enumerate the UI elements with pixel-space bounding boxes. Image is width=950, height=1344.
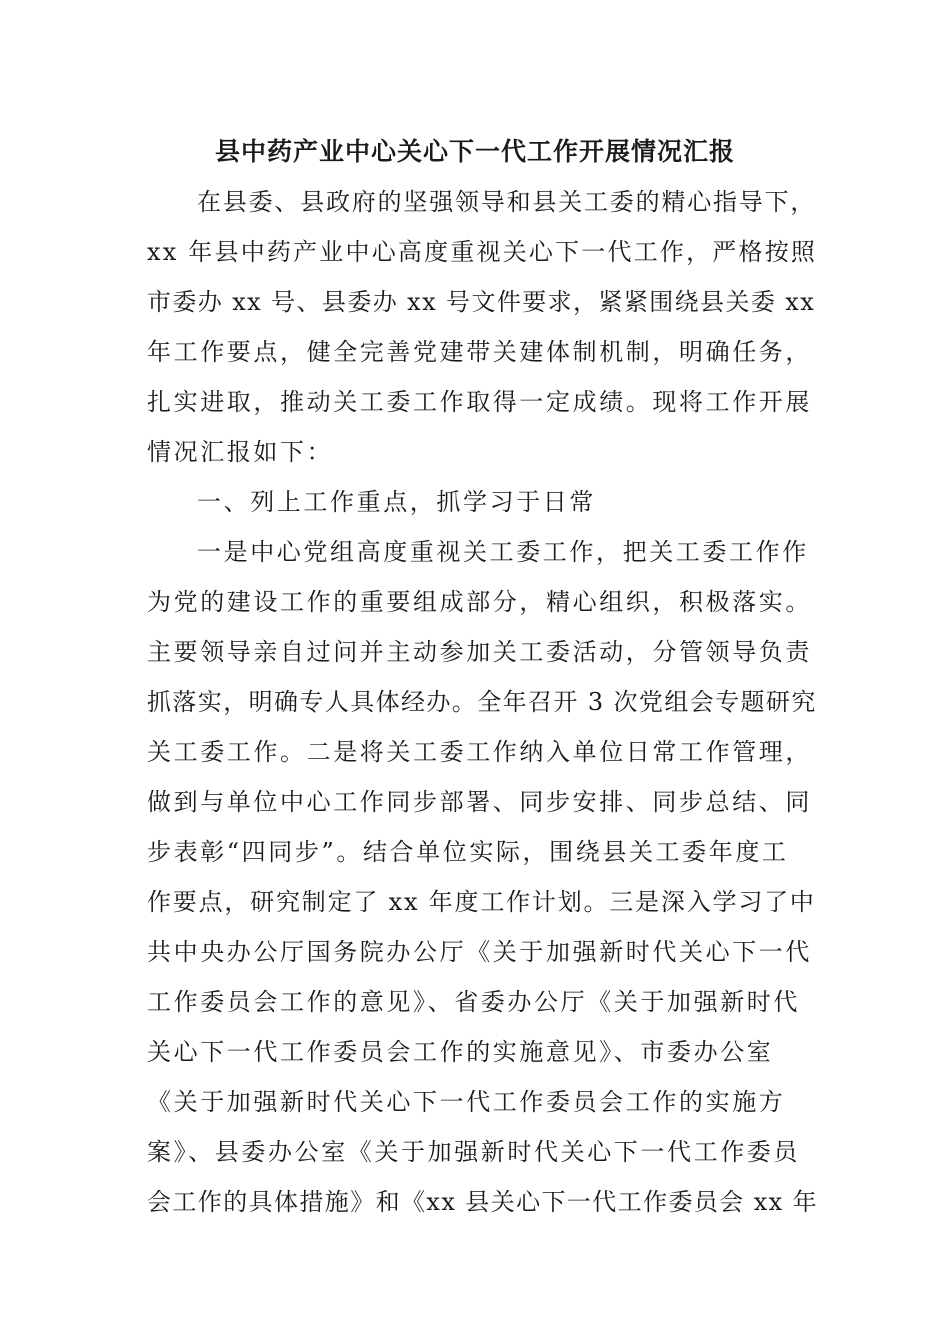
- document-title: 县中药产业中心关心下一代工作开展情况汇报: [214, 137, 735, 166]
- paragraph-line: 做到与单位中心工作同步部署、同步安排、同步总结、同: [147, 788, 812, 816]
- paragraph-line: 抓落实，明确专人具体经办。全年召开 3 次党组会专题研究: [147, 688, 817, 716]
- paragraph-line: 案》、县委办公室《关于加强新时代关心下一代工作委员: [147, 1138, 800, 1166]
- paragraph-line: 共中央办公厅国务院办公厅《关于加强新时代关心下一代: [147, 938, 812, 966]
- paragraph-line: 扎实进取，推动关工委工作取得一定成绩。现将工作开展: [147, 388, 812, 416]
- paragraph-line: 作要点，研究制定了 xx 年度工作计划。三是深入学习了中: [147, 888, 816, 916]
- paragraph-line: 为党的建设工作的重要组成部分，精心组织，积极落实。: [147, 588, 812, 616]
- paragraph-line: 步表彰“四同步”。结合单位实际，围绕县关工委年度工: [147, 838, 789, 866]
- paragraph-line: 《关于加强新时代关心下一代工作委员会工作的实施方: [147, 1088, 786, 1116]
- paragraph-line: 在县委、县政府的坚强领导和县关工委的精心指导下，: [197, 188, 817, 216]
- paragraph-line: 年工作要点，健全完善党建带关建体制机制，明确任务，: [147, 338, 812, 366]
- section-heading: 一、列上工作重点，抓学习于日常: [197, 488, 596, 516]
- paragraph-line: 关心下一代工作委员会工作的实施意见》、市委办公室: [147, 1038, 774, 1066]
- paragraph-line: 情况汇报如下：: [147, 438, 334, 466]
- paragraph-line: 关工委工作。二是将关工委工作纳入单位日常工作管理，: [147, 738, 812, 766]
- paragraph-line: 工作委员会工作的意见》、省委办公厅《关于加强新时代: [147, 988, 800, 1016]
- paragraph-line: 市委办 xx 号、县委办 xx 号文件要求，紧紧围绕县关委 xx: [147, 288, 816, 316]
- paragraph-line: 一是中心党组高度重视关工委工作，把关工委工作作: [197, 538, 809, 566]
- paragraph-line: xx 年县中药产业中心高度重视关心下一代工作，严格按照: [147, 238, 818, 266]
- paragraph-line: 会工作的具体措施》和《xx 县关心下一代工作委员会 xx 年: [147, 1188, 819, 1216]
- paragraph-line: 主要领导亲自过问并主动参加关工委活动，分管领导负责: [147, 638, 812, 666]
